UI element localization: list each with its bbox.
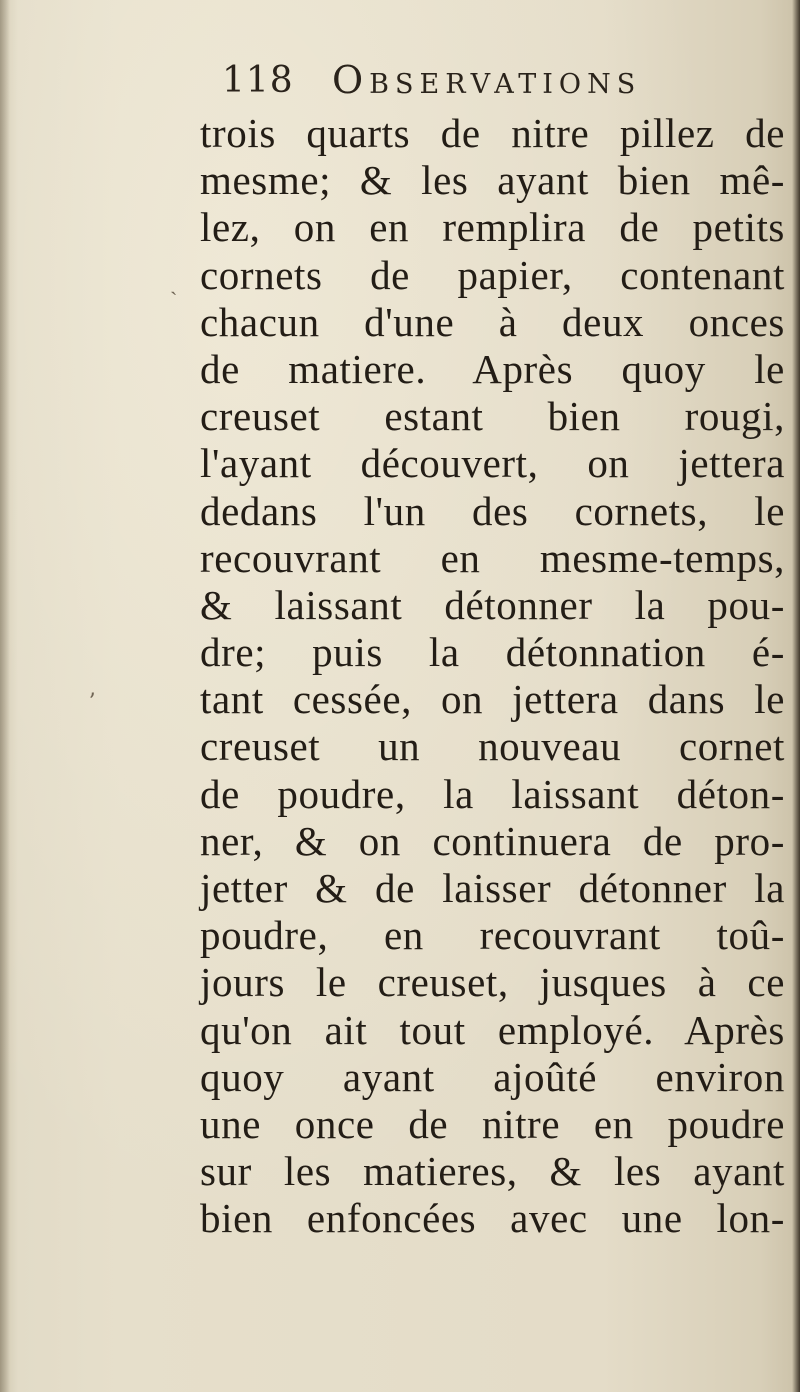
text-line: creuset un nouveau cornet <box>200 723 785 770</box>
text-line: dedans l'un des cornets, le <box>200 487 785 534</box>
stray-ink-mark: ʼ <box>88 690 95 715</box>
text-line: & laissant détonner la pou- <box>200 581 785 628</box>
text-line: creuset estant bien rougi, <box>200 393 785 440</box>
text-line: de poudre, la laissant déton- <box>200 770 785 817</box>
page-header <box>222 58 782 104</box>
text-line: dre; puis la détonnation é- <box>200 629 785 676</box>
running-head: Observations <box>332 58 642 102</box>
text-line: cornets de papier, contenant <box>200 251 785 298</box>
text-line: poudre, en recouvrant toû- <box>200 912 785 959</box>
text-line: jetter & de laisser détonner la <box>200 865 785 911</box>
text-line: chacun d'une à deux onces <box>200 298 785 345</box>
page-number: 118 <box>222 60 294 101</box>
text-line: bien enfoncées avec une lon- <box>200 1195 785 1242</box>
stray-ink-mark: ˎ <box>170 271 178 296</box>
text-line: lez, on en remplira de petits <box>200 204 785 251</box>
page-binding-edge <box>792 0 800 1392</box>
text-line: une once de nitre en poudre <box>200 1100 785 1147</box>
text-line: qu'on ait tout employé. Après <box>200 1006 785 1053</box>
text-line: tant cessée, on jettera dans le <box>200 676 785 723</box>
text-line: quoy ayant ajoûté environ <box>200 1053 785 1100</box>
text-line: recouvrant en mesme-temps, <box>200 534 785 581</box>
page-shadow-left <box>0 0 10 1392</box>
text-line: ner, & on continuera de pro- <box>200 817 785 864</box>
text-line: jours le creuset, jusques à ce <box>200 959 785 1006</box>
text-line: sur les matieres, & les ayant <box>200 1148 785 1195</box>
text-line: trois quarts de nitre pillez de <box>200 110 785 156</box>
body-text <box>200 110 785 1243</box>
text-line: de matiere. Après quoy le <box>200 345 785 392</box>
text-line: l'ayant découvert, on jettera <box>200 440 785 487</box>
text-line: mesme; & les ayant bien mê- <box>200 157 785 204</box>
